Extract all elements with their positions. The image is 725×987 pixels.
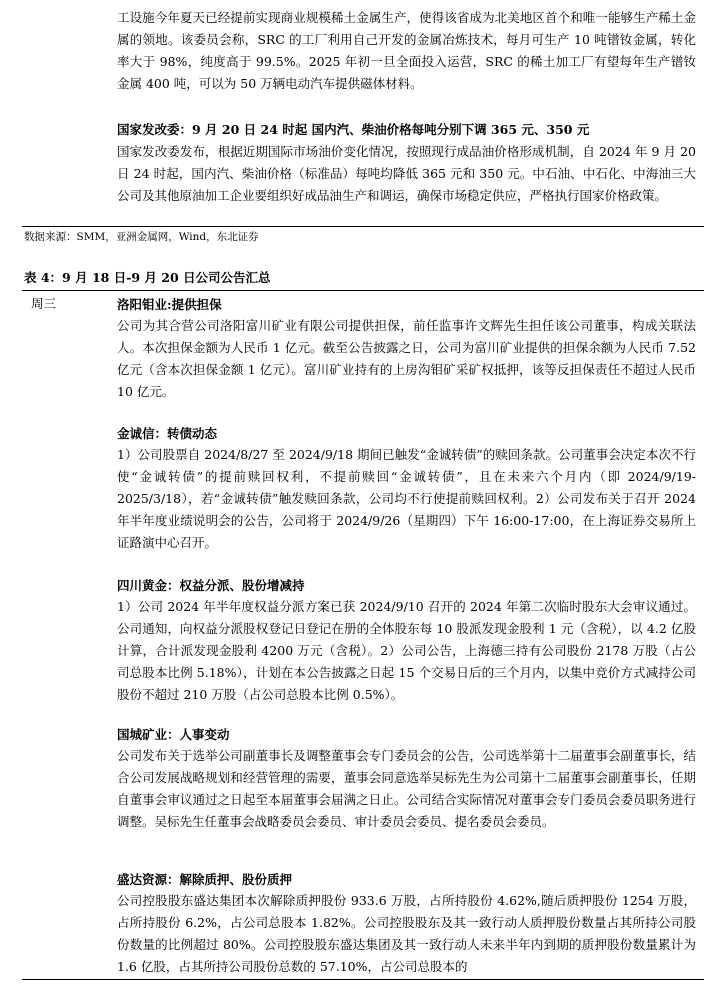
announcement-item [117, 725, 696, 833]
weekday-label: 周三 [31, 296, 57, 311]
announcement-title: 国城矿业：人事变动 [117, 727, 230, 742]
announcement-body: 公司为其合营公司洛阳富川矿业有限公司提供担保，前任监事许文辉先生担任该公司董事，构成关联法人。本次担保金额为人民币 1 亿元。截至公告披露之日，公司为富川矿业提供的担保余额为人民币 7.52 亿元（含本次担保金额 1 亿元）。富川矿业持有的上房沟钼矿采矿权抵押，该等反担保责任不超过人民币 10 亿元。 [117, 318, 696, 399]
announcement-title: 四川黄金：权益分派、股份增减持 [117, 578, 305, 593]
announcement-body: 公司发布关于选举公司副董事长及调整董事会专门委员会的公告，公司选举第十二届董事会副董事长，结合公司发展战略规划和经营管理的需要，董事会同意选举吴标先生为公司第十二届董事会副董事长，任期自董事会审议通过之日起至本届董事会届满之日止。公司结合实际情况对董事会专门委员会委员职务进行调整。吴标先生任董事会战略委员会委员、审计委员会委员、提名委员会委员。 [117, 748, 696, 829]
table-title: 表 4：9 月 18 日-9 月 20 日公司公告汇总 [24, 270, 271, 285]
news-body: 国家发改委发布，根据近期国际市场油价变化情况，按照现行成品油价格形成机制，自 2024 年 9 月 20 日 24 时起，国内汽、柴油价格（标准品）每吨均降低 365 元和 350 元。中石油、中石化、中海油三大公司及其他原油加工企业要组织好成品油生产和调运，确保市场稳定供应，严格执行国家价格政策。 [117, 144, 696, 203]
table-bottom-rule [22, 979, 704, 980]
announcement-item [117, 424, 696, 554]
announcement-title: 盛达资源：解除质押、股份质押 [117, 872, 293, 887]
announcement-body: 1）公司股票自 2024/8/27 至 2024/9/18 期间已触发“金诚转债”的赎回条款。公司董事会决定本次不行使“金诚转债”的提前赎回权利，不提前赎回“金诚转债”，且在未来六个月内（即 2024/9/19-2025/3/18），若“金诚转债”触发赎回条款，公司均不行使提前赎回权利。2）公司发布关于召开 2024 年半年度业绩说明会的公告，公司将于 2024/9/26（星期四）下午 16:00-17:00，在上海证券交易所上证路演中心召开。 [117, 447, 696, 550]
news-title: 国家发改委：9 月 20 日 24 时起 国内汽、柴油价格每吨分别下调 365 元、350 元 [117, 122, 590, 137]
announcement-item [117, 295, 696, 403]
announcement-item [117, 870, 696, 978]
table-top-rule [22, 290, 704, 291]
announcement-body: 公司控股股东盛达集团本次解除质押股份 933.6 万股，占所持股份 4.62%,随后质押股份 1254 万股，占所持股份 6.2%，占公司总股本 1.82%。公司控股股东及其一致行动人质押股份数量占其所持公司股份数量的比例超过 80%。公司控股股东盛达集团及其一致行动人未来半年内到期的质押股份数量累计为 1.6 亿股，占其所持公司股份总数的 57.10%，占公司总股本的 [117, 893, 696, 974]
announcement-title: 金诚信：转债动态 [117, 426, 218, 441]
news-body-block [117, 141, 696, 207]
data-source: 数据来源：SMM，亚洲金属网，Wind，东北证券 [24, 231, 259, 243]
top-paragraph: 工设施今年夏天已经提前实现商业规模稀土金属生产，使得该省成为北美地区首个和唯一能够生产稀土金属的领地。该委员会称，SRC 的工厂利用自己开发的金属冶炼技术，每月可生产 10 吨镨钕金属，转化率大于 98%，纯度高于 99.5%。2025 年初一旦全面投入运营，SRC 的稀土加工厂有望每年生产镨钕金属 400 吨，可以为 50 万辆电动汽车提供磁体材料。 [117, 10, 696, 91]
announcement-body: 1）公司 2024 年半年度权益分派方案已获 2024/9/10 召开的 2024 年第二次临时股东大会审议通过。公司通知，向权益分派股权登记日登记在册的全体股东每 10 股派发现金股利 1 元（含税），以 4.2 亿股计算，合计派发现金股利 4200 万元（含税）。2）公司公告，上海德三持有公司股份 2178 万股（占公司总股本比例 5.18%），计划在本公告披露之日起 15 个交易日后的三个月内，以集中竞价方式减持公司股份不超过 210 万股（占公司总股本比例 0.5%）。 [117, 599, 696, 702]
announcement-item [117, 576, 696, 706]
source-divider [22, 226, 704, 227]
announcement-title: 洛阳钼业:提供担保 [117, 297, 222, 312]
top-paragraph-block [117, 7, 696, 95]
